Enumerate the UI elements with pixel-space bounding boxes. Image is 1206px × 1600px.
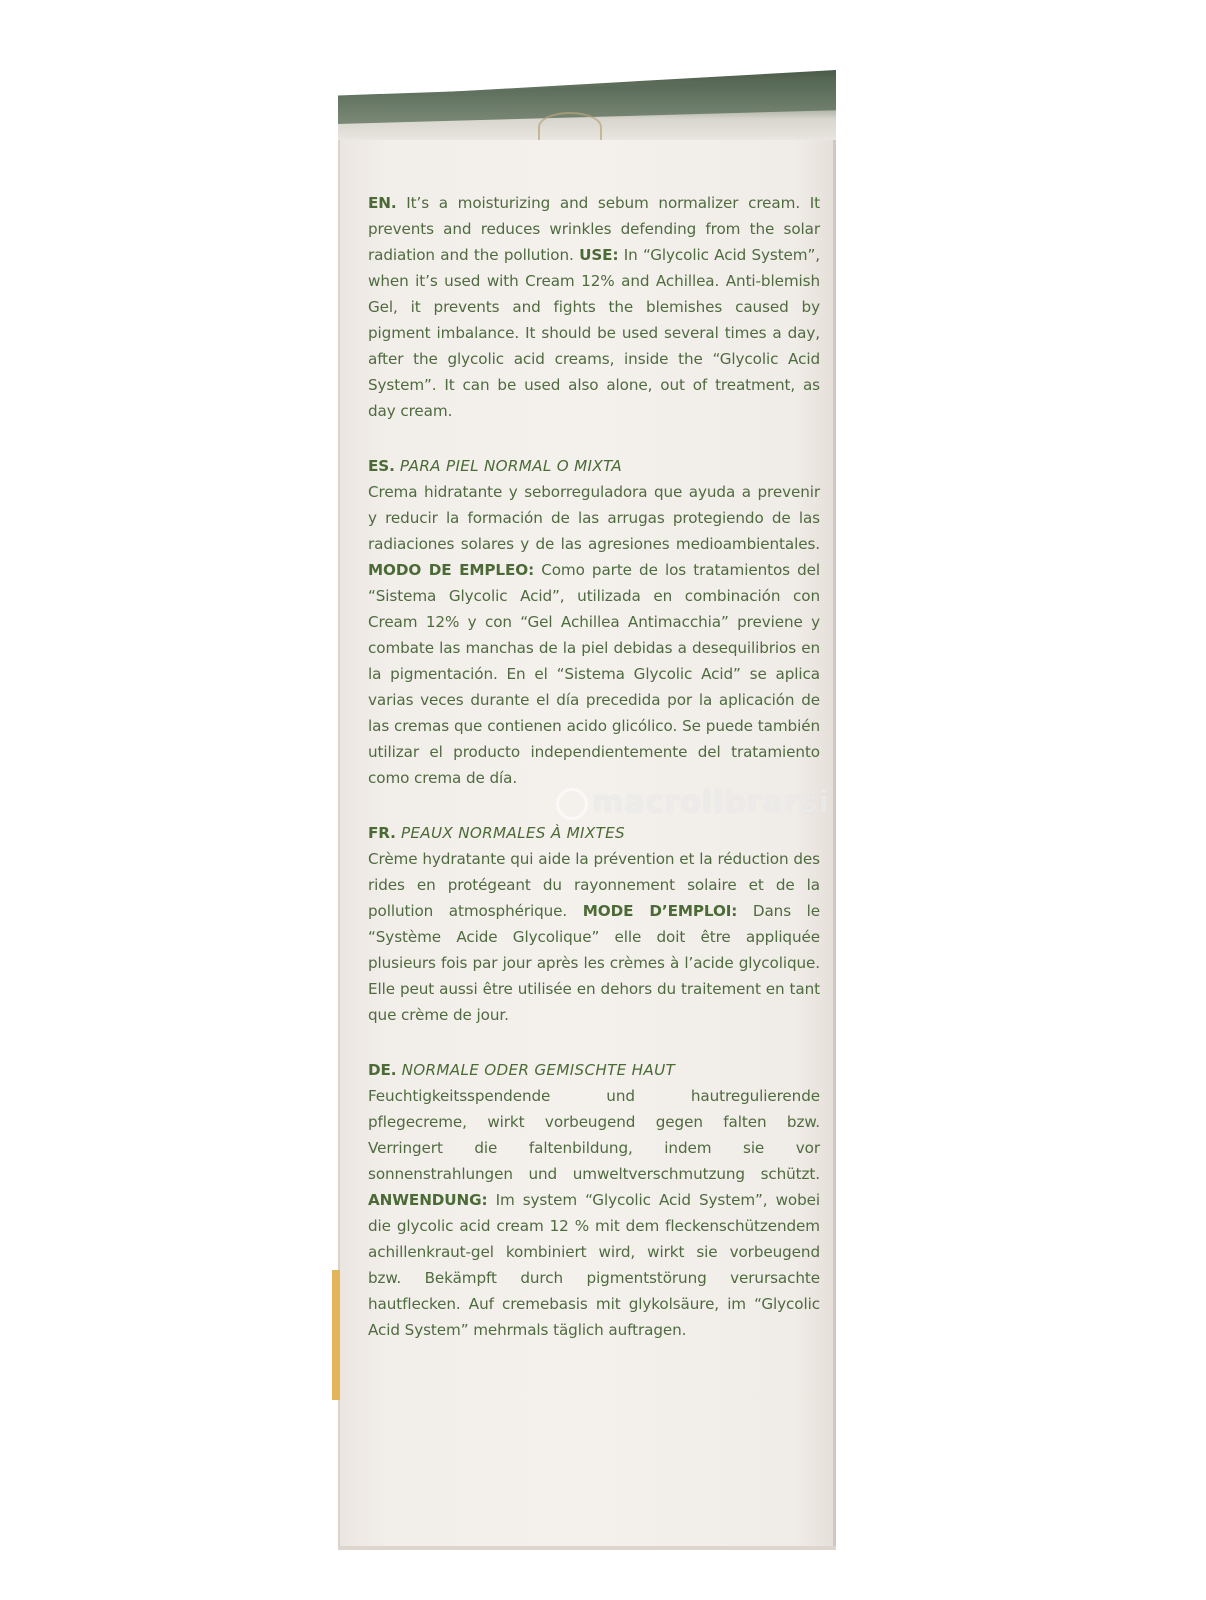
de-description: Feuchtigkeitsspendende und hautregulierende pflegecreme, wirkt vorbeugend gegen falten bzw. Verringert die faltenbildung, indem sie vor sonnenstrahlungen und umweltverschmutzung schützt.	[368, 1087, 820, 1183]
es-use-label: MODO DE EMPLEO:	[368, 561, 535, 579]
section-french	[368, 820, 820, 1028]
es-subtitle: PARA PIEL NORMAL O MIXTA	[394, 457, 622, 475]
es-description: Crema hidratante y seborreguladora que ayuda a prevenir y reducir la formación de las arrugas protegiendo de las radiaciones solares y de las agresiones medioambientales.	[368, 483, 820, 553]
de-subtitle: NORMALE ODER GEMISCHTE HAUT	[396, 1061, 676, 1079]
instructions-text	[368, 190, 820, 1372]
lang-code-en: EN.	[368, 194, 397, 212]
lang-code-de: DE.	[368, 1061, 397, 1079]
de-use-text: Im system “Glycolic Acid System”, wobei die glycolic acid cream 12 % mit dem fleckenschützendem achillenkraut-gel kombiniert wird, wirkt sie vorbeugend bzw. Bekämpft durch pigmentstörung verursachte hautflecken. Auf cremebasis mit glykolsäure, im “Glycolic Acid System” mehrmals täglich auftragen.	[368, 1191, 820, 1339]
watermark-logo-icon	[556, 788, 588, 820]
fr-use-label: MODE D’EMPLOI:	[582, 902, 738, 920]
de-use-label: ANWENDUNG:	[368, 1191, 488, 1209]
en-description: It’s a moisturizing and sebum normalizer cream. It prevents and reduces wrinkles defending from the solar radiation and the pollution.	[368, 194, 820, 264]
lang-code-fr: FR.	[368, 824, 396, 842]
fr-description: Crème hydratante qui aide la prévention et la réduction des rides en protégeant du rayonnement solaire et de la pollution atmosphérique.	[368, 850, 820, 920]
en-use-text: In “Glycolic Acid System”, when it’s used with Cream 12% and Achillea. Anti-blemish Gel, it prevents and fights the blemishes caused by pigment imbalance. It should be used several times a day, after the glycolic acid creams, inside the “Glycolic Acid System”. It can be used also alone, out of treatment, as day cream.	[368, 246, 820, 420]
box-bottom-edge	[338, 1546, 836, 1550]
box-edge-label	[332, 1270, 340, 1400]
section-english	[368, 190, 820, 424]
seal-logo-icon	[538, 112, 602, 142]
lang-code-es: ES.	[368, 457, 395, 475]
fr-use-text: Dans le “Système Acide Glycolique” elle doit être appliquée plusieurs fois par jour après les crèmes à l’acide glycolique. Elle peut aussi être utilisée en dehors du traitement en tant que crème de jour.	[368, 902, 820, 1024]
section-german	[368, 1057, 820, 1343]
fr-subtitle: PEAUX NORMALES À MIXTES	[395, 824, 625, 842]
watermark	[556, 785, 830, 820]
section-spanish	[368, 453, 820, 791]
en-use-label: USE:	[579, 246, 619, 264]
watermark-text: macrolibrarsi	[592, 785, 830, 820]
product-box	[338, 70, 836, 1550]
es-use-text: Como parte de los tratamientos del “Sistema Glycolic Acid”, utilizada en combinación con Cream 12% y con “Gel Achillea Antimacchia” previene y combate las manchas de la piel debidas a desequilibrios en la pigmentación. En el “Sistema Glycolic Acid” se aplica varias veces durante el día precedida por la aplicación de las cremas que contienen acido glicólico. Se puede también utilizar el producto independientemente del tratamiento como crema de día.	[368, 561, 820, 787]
